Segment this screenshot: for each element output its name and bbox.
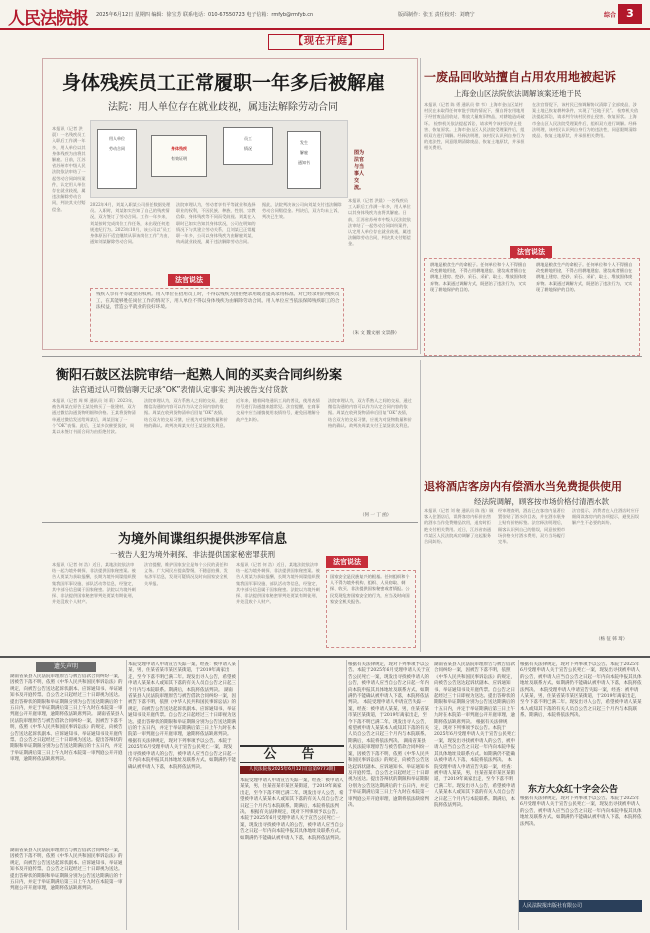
section-tag: 【现在开庭】 xyxy=(268,34,384,50)
board-label: 有效证明 xyxy=(171,156,187,161)
masthead xyxy=(0,0,650,30)
lower-story-body xyxy=(236,562,322,648)
right-body-paragraph: 检察机关依法提起诉讼，请求判令该村民停止侵害、恢复原状。上海市金山区人民法院受理案件后，组织双方进行调解。经释法明理，该村民认识到自身行为的违法性，同意限期清除废品、恢复土地原状，并承担相关费用。 xyxy=(532,108,639,139)
lower-story-body xyxy=(52,562,138,648)
right-story-subtitle: 上海金山区法院依法调解该案还地于民 xyxy=(454,89,582,98)
lower-body-paragraph: 本报讯（记者 何 浩）近日，某地法院依法审结一起为境外刺探、非法提供国家秘密案。被告人贾某为获取报酬，长期为境外间谍组织搜集我国军事设施、部队活动等信息，经鉴定，其中部分信息属于国家秘密。法院以为境外刺探、非法提供国家秘密罪判处贾某有期徒刑，并处没收个人财产。 xyxy=(236,562,320,605)
photo-sign-board xyxy=(97,129,137,189)
right-law-text xyxy=(536,262,636,352)
publisher-bar: 人民法院报出版社有限公司 xyxy=(518,900,642,912)
notice-paragraph: 湖南省某县人民法院审理原告与被告借款合同纠纷一案，因被告下落不明，依照《中华人民共和国民事诉讼法》的规定，向被告公告送达起诉状副本、应诉通知书、举证通知书及开庭传票。自公告之日起经过三十日即视为送达。提出答辩状的期限和举证期限分别为公告送达期满后的十五日内，并定于举证期满后第三日上午九时在本院第一审判庭公开开庭审理，逾期将依法缺席判决。 xyxy=(10,712,124,763)
middle-body-paragraph: 法院审理认为，双方系熟人之间的交易，通过微信沟通的内容可以作为认定合同内容的依据。周某在收到货物清单后回复“OK”表情，结合双方的交易习惯，应视为对货物数量和价格的确认。故判决周某支付王某货款及利息。 xyxy=(144,398,228,428)
notice-paragraph: 本院受理申请人申请宣告失踪一案，经查：被申请人某某，男，住某省某市某区某街道，于2019年离家出走，至今下落不明已满二年。现发出寻人公告，希望被申请人某某本人或知其下落的有关人员自公告之日起三个月内与本院联系。期满后，本院将依法判决。 xyxy=(520,687,642,719)
lead-body-paragraph: 本报讯（记者 洪晨）一名残疾员工入职后工作满一年多，用人单位以其身体残疾为由将其解雇。日前，江苏省苏州市中级人民法院依法审结了一起劳动合同纠纷案件，认定用人单位存在就业歧视，属违法解除劳动合同，判决其支付赔偿金。 xyxy=(348,198,411,247)
notice-left-text xyxy=(10,674,124,844)
middle-story-body xyxy=(328,398,414,508)
middle-story-body xyxy=(236,398,322,518)
board-label: 通知书 xyxy=(298,160,310,165)
board-label: 劳动合同 xyxy=(109,146,125,151)
section-divider xyxy=(42,356,642,357)
right-body-paragraph: 在法官督促下，该村民已按调解协议清除了全部废品，涉案土地已恢复耕种条件，实现了“还地于民”。 xyxy=(532,102,637,114)
notice-right-title: 东方大众红十字会公告 xyxy=(528,785,619,795)
hotel-story-body xyxy=(498,508,568,644)
photo-caption: 图为法官与当事人交流。 xyxy=(354,150,365,191)
photo-document xyxy=(151,135,207,177)
board-label: 身体残疾 xyxy=(171,146,187,151)
lead-body-paragraph: 法院审理认为，劳动者享有平等就业和选择职业的权利，不因民族、种族、性别、宗教信仰、身体残疾等不同而受歧视。刘某在入职时已如实告知其身体状况，公司在明知的情况下与其建立劳动关系，且刘某已正常履职一年多，公司以身体残疾为由解雇刘某，构成就业歧视，属于违法解除劳动合同。 xyxy=(176,202,256,245)
section-divider xyxy=(0,656,650,658)
notice-paragraph: 根据有关法律规定，现对下列事项予以公告。本院于2025年6月受理申请人关于宣告公民死亡一案，现发出寻找被申请人的公告，被申请人应当自公告之日起一年内向本院申报其具体地址及联系方式。如期满仍不能确认被申请人下落，本院将依法判决。 xyxy=(520,662,642,693)
law-text-content: 残疾人享有平等就业的权利。用人单位在招用员工时，不得以残疾为由拒绝录用或者提高录用标准。对已经录用的残疾员工，在其能够胜任岗位工作的情况下，用人单位不得以身体残疾为由解除劳动合同。用人单位应当依法保障残疾职工的合法权益，营造公平就业的良好环境。 xyxy=(96,292,340,311)
lower-story-title: 为境外间谍组织提供涉军信息 xyxy=(118,532,288,547)
hotel-story-body xyxy=(572,508,640,634)
notice-issue-bar: 人民法院报2025年6月12日[总第9773期] xyxy=(240,766,344,774)
lower-story-subtitle: 一被告人犯为境外刺探、非法提供国家秘密罪获刑 xyxy=(110,550,275,559)
column-divider xyxy=(126,660,127,930)
lower-body-paragraph: 法官提醒，维护国家安全是每个公民的责任和义务。广大网民应提高警惕，不随意拍摄、发布涉军信息，发现可疑情况及时向国家安全机关举报。 xyxy=(144,562,228,586)
law-text-content: 国家安全是民族复兴的根基。任何组织和个人不得为境外机构、组织、人员窃取、刺探、收买、非法提供国家秘密或者情报。公民发现危害国家安全的行为，应当及时向国家安全机关报告。 xyxy=(330,574,410,604)
law-text-content: 耕地是粮食生产的命根子。任何单位和个人不得擅自改变耕地用途，不得占用耕地建窑、建坟或者擅自在耕地上建房、挖砂、采石、采矿、取土、堆放固体废弃物。本案通过调解方式，既惩治了违法行为，又实现了耕地保护的目的。 xyxy=(430,262,527,292)
issue-meta: 2025年6月12日 星期四 编辑：徐宝芳 联系电话：010-67550723 电子信箱：rmfyb@rmfyb.cn xyxy=(96,12,314,18)
page-label: 综合 xyxy=(603,12,616,19)
notice-column xyxy=(128,662,236,928)
board-label: 情况 xyxy=(244,146,252,151)
middle-story-subtitle: 法官通过认可微信聊天记录“OK”表情认定事实 判决被告支付货款 xyxy=(72,385,288,394)
notice-paragraph: 本院受理申请人申请宣告失踪一案，经查：被申请人某某，男，住某省某市某区某街道，于2019年离家出走，至今下落不明已满二年。现发出寻人公告，希望被申请人某某本人或知其下落的有关人员自公告之日起三个月内与本院联系。期满后，本院将依法判决。 xyxy=(240,778,344,816)
lead-body-paragraph: 本报讯（记者 洪晨）一名残疾员工入职后工作满一年多，用人单位以其身体残疾为由将其解雇。日前，江苏省苏州市中级人民法院依法审结了一起劳动合同纠纷案件，认定用人单位存在就业歧视，属违法解除劳动合同，判决其支付赔偿金。 xyxy=(52,126,86,212)
notice-paragraph: 根据有关法律规定，现对下列事项予以公告。本院于2025年6月受理申请人关于宣告公民死亡一案，现发出寻找被申请人的公告，被申请人应当自公告之日起一年内向本院申报其具体地址及联系方式。如期满仍不能确认被申请人下落，本院将依法判决。 xyxy=(520,796,642,827)
lead-body-paragraph: 2022年4月，刘某入职某公司担任数据处理员。入职时，刘某如实告知了自己的残疾情况，双方签订了劳动合同。工作一年多来，刘某按时完成岗位工作任务，未出现任何违规违纪行为。2023年10月，该公司以“员工身体原因不适宜继续从事该岗位工作”为由，通知刘某解除劳动合同。 xyxy=(90,202,172,245)
board-label: 用人单位 xyxy=(109,136,125,141)
lead-story-body xyxy=(52,126,86,336)
notice-left-text xyxy=(10,848,124,928)
notice-paragraph: 本院受理申请人申请宣告失踪一案，经查：被申请人某某，男，住某省某市某区某街道，于2019年离家出走，至今下落不明已满二年。现发出寻人公告，希望被申请人某某本人或知其下落的有关人员自公告之日起三个月内与本院联系。期满后，本院将依法判决。 xyxy=(348,700,429,744)
right-story-title: 一废品回收站擅自占用农用地被起诉 xyxy=(424,70,617,84)
board-label: 员工 xyxy=(244,136,252,141)
notice-paragraph: 根据有关法律规定，现对下列事项予以公告。本院于2025年6月受理申请人关于宣告公民死亡一案，现发出寻找被申请人的公告，被申请人应当自公告之日起一年内向本院申报其具体地址及联系方式。如期满仍不能确认被申请人下落，本院将依法判决。 xyxy=(348,662,430,706)
hotel-story-title: 退将酒店客房内有偿酒水当免费提供使用 xyxy=(424,480,622,493)
notice-paragraph: 湖南省某县人民法院审理原告与被告借款合同纠纷一案，因被告下落不明，依照《中华人民共和国民事诉讼法》的规定，向被告公告送达起诉状副本、应诉通知书、举证通知书及开庭传票。自公告之日起经过三十日即视为送达。提出答辩状的期限和举证期限分别为公告送达期满后的十五日内，并定于举证期满后第三日上午九时在本院第一审判庭公开开庭审理，逾期将依法缺席判决。 xyxy=(348,738,429,808)
lead-story-body xyxy=(176,202,258,270)
lower-law-text xyxy=(330,574,412,644)
hotel-story-body xyxy=(424,508,494,644)
newspaper-logo: 人民法院报 xyxy=(8,9,88,29)
photo-notice xyxy=(287,131,321,189)
notice-column xyxy=(520,796,642,896)
notice-column xyxy=(434,662,516,928)
notice-paragraph: 根据有关法律规定，现对下列事项予以公告。本院于2025年6月受理申请人关于宣告公民死亡一案，现发出寻找被申请人的公告，被申请人应当自公告之日起一年内向本院申报其具体地址及联系方式。如期满仍不能确认被申请人下落，本院将依法判决。 xyxy=(240,810,344,841)
notice-paragraph: 根据有关法律规定，现对下列事项予以公告。本院于2025年6月受理申请人关于宣告公民死亡一案，现发出寻找被申请人的公告，被申请人应当自公告之日起一年内向本院申报其具体地址及联系方式。如期满仍不能确认被申请人下落，本院将依法判决。 xyxy=(434,719,516,764)
lead-story-subtitle: 法院：用人单位存在就业歧视，属违法解除劳动合同 xyxy=(108,102,338,113)
lead-story-body xyxy=(90,202,172,270)
right-story-body xyxy=(424,102,526,244)
editor-meta: 版面制作：张玉 责任校对：刘晓宁 xyxy=(398,12,475,18)
lower-body-paragraph: 本报讯（记者 何 浩）近日，某地法院依法审结一起为境外刺探、非法提供国家秘密案。被告人贾某为获取报酬，长期为境外间谍组织搜集我国军事设施、部队活动等信息，经鉴定，其中部分信息属于国家秘密。法院以为境外刺探、非法提供国家秘密罪判处贾某有期徒刑，并处没收个人财产。 xyxy=(52,562,136,605)
notice-column xyxy=(240,778,344,928)
law-text-content: 耕地是粮食生产的命根子。任何单位和个人不得擅自改变耕地用途，不得占用耕地建窑、建坟或者擅自在耕地上建房、挖砂、采石、采矿、取土、堆放固体废弃物。本案通过调解方式，既惩治了违法行为，又实现了耕地保护的目的。 xyxy=(536,262,633,292)
right-story-body xyxy=(532,102,640,244)
law-text xyxy=(96,292,340,338)
middle-body-paragraph: 近年来，随着网络通讯工具的普及，使用表情符号进行沟通越来越常见。法官提醒，在商事交易中应当谨慎使用表情符号，避免因理解分歧产生纠纷。 xyxy=(236,398,320,422)
right-body-paragraph: 检察机关依法提起诉讼，请求判令该村民停止侵害、恢复原状。上海市金山区人民法院受理案件后，组织双方进行调解。经释法明理，该村民认识到自身行为的违法性，同意限期清除废品、恢复土地原状，并承担相关费用。 xyxy=(424,120,525,151)
middle-byline: （何 一 丁 函） xyxy=(360,513,392,518)
right-law-text xyxy=(430,262,530,352)
right-body-paragraph: 本报讯（记者 陈 勇 通讯员 徐 韦）上海市金山区某村村民在未取得任何审批手续的情况下，擅自将农用地用于经营废品回收站，堆放大量废旧物品，对耕地造成破坏。 xyxy=(424,102,525,126)
law-tag: 法官说法 xyxy=(510,246,552,258)
page-number-badge xyxy=(618,4,642,24)
lead-story-title: 身体残疾员工正常履职一年多后被解雇 xyxy=(62,72,386,94)
lead-body-paragraph: 据此，法院判决该公司向刘某支付违法解除劳动合同赔偿金。判决后，双方均未上诉，判决已生效。 xyxy=(262,202,342,220)
board-label: 发生 xyxy=(300,140,308,145)
middle-body-paragraph: 法院审理认为，双方系熟人之间的交易，通过微信沟通的内容可以作为认定合同内容的依据。周某在收到货物清单后回复“OK”表情，结合双方的交易习惯，应视为对货物数量和价格的确认。故判决周某支付王某货款及利息。 xyxy=(328,398,412,428)
notice-header: 公 告 xyxy=(240,745,344,763)
hotel-body-paragraph: 经审理查明，酒店已在客房内显著位置张贴了酒水价目表，并在酒水瓶身上贴有价格标签。法官释法明理后，顾客认识到自己的错误，同意按照市场价格支付酒水费用，双方当场履行完毕。 xyxy=(498,508,566,545)
notice-column xyxy=(520,662,642,778)
middle-story-title: 衡阳石鼓区法院审结一起熟人间的买卖合同纠纷案 xyxy=(56,368,343,383)
lead-story-body xyxy=(262,202,344,270)
lead-byline: （朱 文 魏文丽 文景静） xyxy=(350,331,400,336)
notice-paragraph: 根据有关法律规定，现对下列事项予以公告。本院于2025年6月受理申请人关于宣告公民死亡一案，现发出寻找被申请人的公告，被申请人应当自公告之日起一年内向本院申报其具体地址及联系方式。如期满仍不能确认被申请人下落，本院将依法判决。 xyxy=(128,738,236,770)
notice-paragraph: 本院受理申请人申请宣告失踪一案，经查：被申请人某某，男，住某省某市某区某街道，于2019年离家出走，至今下落不明已满二年。现发出寻人公告，希望被申请人某某本人或知其下落的有关人员自公告之日起三个月内与本院联系。期满后，本院将依法判决。 xyxy=(128,662,236,693)
middle-story-body xyxy=(52,398,138,518)
notice-paragraph: 湖南省某县人民法院审理原告与被告借款合同纠纷一案，因被告下落不明，依照《中华人民共和国民事诉讼法》的规定，向被告公告送达起诉状副本、应诉通知书、举证通知书及开庭传票。自公告之日起经过三十日即视为送达。提出答辩状的期限和举证期限分别为公告送达期满后的十五日内，并定于举证期满后第三日上午九时在本院第一审判庭公开开庭审理，逾期将依法缺席判决。 xyxy=(10,674,123,718)
column-divider xyxy=(518,660,519,930)
photo-paper xyxy=(223,127,273,165)
lead-story-body xyxy=(348,198,412,328)
middle-story-body xyxy=(144,398,230,518)
section-divider xyxy=(42,522,418,523)
board-label: 解雇 xyxy=(300,150,308,155)
notices-tag: 遗失声明 xyxy=(36,662,96,672)
notice-paragraph: 湖南省某县人民法院审理原告与被告借款合同纠纷一案，因被告下落不明，依照《中华人民共和国民事诉讼法》的规定，向被告公告送达起诉状副本、应诉通知书、举证通知书及开庭传票。自公告之日起经过三十日即视为送达。提出答辩状的期限和举证期限分别为公告送达期满后的十五日内，并定于举证期满后第三日上午九时在本院第一审判庭公开开庭审理，逾期将依法缺席判决。 xyxy=(128,687,236,738)
hotel-byline: （杨 征 韩 琦） xyxy=(596,637,628,642)
hotel-body-paragraph: 本报讯（记者 刘 秘 通讯员 陈 逸）顾客入住酒店后，误将客房内标价出售的酒水当作免费赠品饮用，退房时拒绝支付相关费用。近日，江苏省南通市某区人民法院成功调解了这起服务合同纠纷。 xyxy=(424,508,494,545)
column-divider xyxy=(420,58,421,354)
law-tag: 法官说法 xyxy=(326,556,368,568)
notice-paragraph: 本院受理申请人申请宣告失踪一案，经查：被申请人某某，男，住某省某市某区某街道，于2019年离家出走，至今下落不明已满二年。现发出寻人公告，希望被申请人某某本人或知其下落的有关人员自公告之日起三个月内与本院联系。期满后，本院将依法判决。 xyxy=(434,758,515,808)
column-divider xyxy=(420,360,421,652)
lead-story-photo xyxy=(90,120,348,198)
law-tag: 法官说法 xyxy=(168,274,210,286)
lower-story-body xyxy=(144,562,230,648)
notice-paragraph: 湖南省某县人民法院审理原告与被告借款合同纠纷一案，因被告下落不明，依照《中华人民共和国民事诉讼法》的规定，向被告公告送达起诉状副本、应诉通知书、举证通知书及开庭传票。自公告之日起经过三十日即视为送达。提出答辩状的期限和举证期限分别为公告送达期满后的十五日内，并定于举证期满后第三日上午九时在本院第一审判庭公开开庭审理，逾期将依法缺席判决。 xyxy=(434,662,515,725)
hotel-story-subtitle: 经法院调解，顾客按市场价格付清酒水款 xyxy=(474,497,609,506)
column-divider xyxy=(346,660,347,930)
column-divider xyxy=(238,660,239,930)
notice-paragraph: 湖南省某县人民法院审理原告与被告借款合同纠纷一案，因被告下落不明，依照《中华人民共和国民事诉讼法》的规定，向被告公告送达起诉状副本、应诉通知书、举证通知书及开庭传票。自公告之日起经过三十日即视为送达。提出答辩状的期限和举证期限分别为公告送达期满后的十五日内，并定于举证期满后第三日上午九时在本院第一审判庭公开开庭审理，逾期将依法缺席判决。 xyxy=(10,848,123,892)
middle-body-paragraph: 本报讯（记者 周 辉 通讯员 刘 莉）2023年，被告周某在原告王某处购买了一批建材，双方通过微信沟通货物明细和价格。王某将货物清单通过微信发送给周某后，周某回复了一个“OK”表情。此后，王某多次催要货款，周某以未签订书面合同为由拒绝付款。 xyxy=(52,398,137,435)
page-number: 3 xyxy=(626,7,634,20)
hotel-body-paragraph: 法官提示，消费者在入住酒店时应仔细阅读客房内的各项提示，避免因误解产生不必要的纠纷。 xyxy=(572,508,640,526)
notice-column xyxy=(348,662,430,928)
